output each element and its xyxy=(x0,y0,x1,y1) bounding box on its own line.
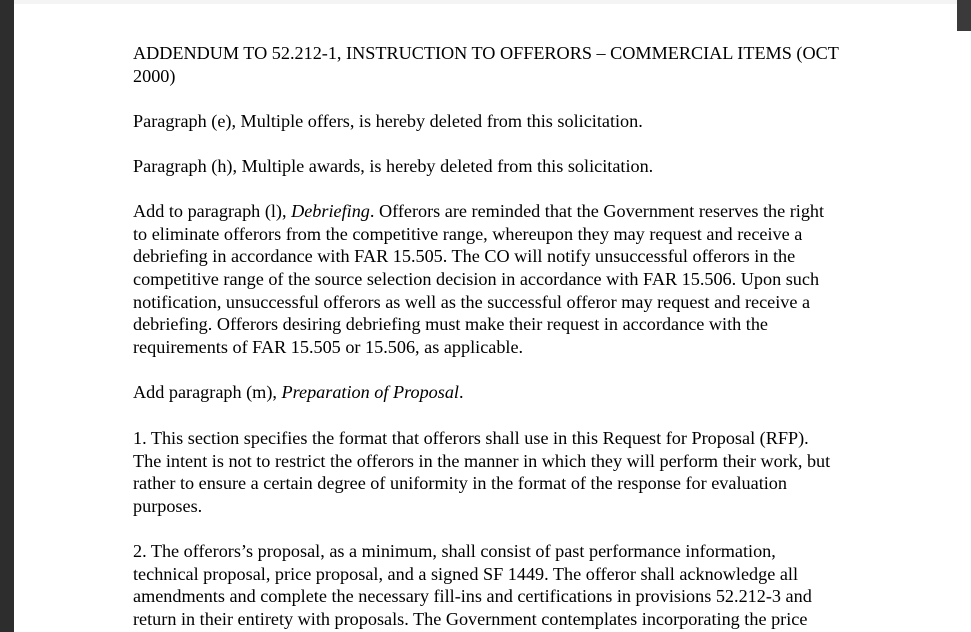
viewer-left-border xyxy=(0,0,14,632)
scrollbar-thumb[interactable] xyxy=(957,0,971,31)
debriefing-line: to eliminate offerors from the competitive range, whereupon they may request and receive a xyxy=(133,224,803,244)
debriefing-line: requirements of FAR 15.505 or 15.506, as applicable. xyxy=(133,337,524,357)
item-1-line: purposes. xyxy=(133,496,203,516)
item-2-line: technical proposal, price proposal, and a signed SF 1449. The offeror shall acknowledge all xyxy=(133,564,799,584)
addendum-heading-line-2: 2000) xyxy=(133,66,176,86)
item-1-line: 1. This section specifies the format that offerors shall use in this Request for Proposal (RFP). xyxy=(133,428,809,448)
item-2-line: 2. The offerors’s proposal, as a minimum, shall consist of past performance information, xyxy=(133,541,776,561)
paragraph-m-end: . xyxy=(458,382,464,402)
paragraph-h: Paragraph (h), Multiple awards, is hereby deleted from this solicitation. xyxy=(133,156,654,176)
debriefing-line: debriefing. Offerors desiring debriefing must make their request in accordance with the xyxy=(133,314,768,334)
paragraph-m-intro: Add paragraph (m), xyxy=(133,382,282,402)
paragraph-e: Paragraph (e), Multiple offers, is hereby deleted from this solicitation. xyxy=(133,111,643,131)
debriefing-intro: Add to paragraph (l), xyxy=(133,201,292,221)
paragraph-m-title: Preparation of Proposal xyxy=(281,382,459,402)
debriefing-line: competitive range of the source selection decision in accordance with FAR 15.506. Upon such xyxy=(133,269,820,289)
item-1-line: The intent is not to restrict the offerors in the manner in which they will perform their work, but xyxy=(133,451,831,471)
debriefing-term: Debriefing xyxy=(291,201,370,221)
debriefing-line: debriefing in accordance with FAR 15.505. The CO will notify unsuccessful offerors in the xyxy=(133,246,796,266)
addendum-heading-line-1: ADDENDUM TO 52.212-1, INSTRUCTION TO OFFERORS – COMMERCIAL ITEMS (OCT xyxy=(133,43,839,63)
debriefing-line-1 xyxy=(133,200,824,222)
page-top-edge xyxy=(14,0,957,4)
item-1-line: rather to ensure a certain degree of uniformity in the format of the response for evaluation xyxy=(133,473,787,493)
paragraph-m xyxy=(133,381,464,403)
debriefing-line: notification, unsuccessful offerors as well as the successful offeror may request and receive a xyxy=(133,292,811,312)
item-2-line: return in their entirety with proposals. The Government contemplates incorporating the price xyxy=(133,609,808,629)
item-2-line: amendments and complete the necessary fill-ins and certifications in provisions 52.212-3 and xyxy=(133,586,812,606)
debriefing-text: . Offerors are reminded that the Government reserves the right xyxy=(369,201,825,221)
